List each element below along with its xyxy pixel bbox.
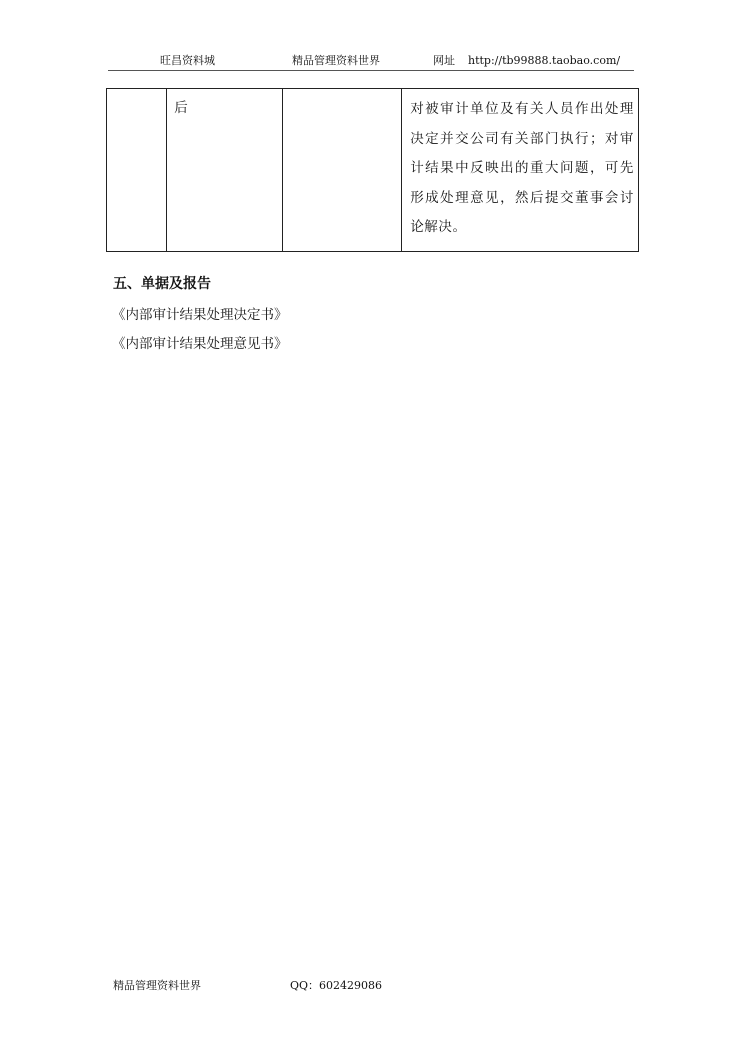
document-item: 《内部审计结果处理意见书》 (112, 336, 288, 352)
table-cell-col2: 后 (167, 89, 283, 252)
header-world-name: 精品管理资料世界 (292, 54, 380, 67)
document-item: 《内部审计结果处理决定书》 (112, 307, 288, 323)
footer-left-text: 精品管理资料世界 (113, 979, 201, 992)
table-cell-col3 (282, 89, 401, 252)
page-header (108, 52, 634, 71)
table-cell-col4: 对被审计单位及有关人员作出处理决定并交公司有关部门执行；对审计结果中反映出的重大问题，可先形成处理意见，然后提交董事会讨论解决。 (402, 89, 639, 252)
footer-qq: QQ：602429086 (290, 979, 383, 992)
header-shop-name: 旺昌资料城 (160, 54, 215, 67)
table-cell-col1 (107, 89, 167, 252)
header-url-label: 网址 (433, 54, 455, 67)
header-url-link[interactable]: http://tb99888.taobao.com/ (468, 54, 621, 67)
table-row (107, 89, 639, 252)
section-title: 五、单据及报告 (113, 276, 211, 292)
audit-table (106, 88, 639, 252)
page-footer (113, 977, 513, 993)
